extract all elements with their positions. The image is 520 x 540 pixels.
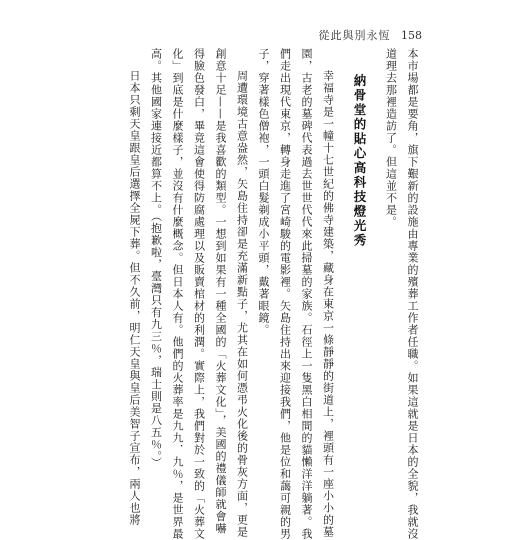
text-line: 幸福寺是一幢十七世紀的佛寺建築，藏身在東京一條靜靜的街道上，裡頭有一座小小的墓 [321, 70, 335, 538]
section-heading: 納骨堂的貼心高科技燈光秀 [352, 74, 367, 248]
running-head [319, 27, 423, 43]
book-title: 從此與別永恆 [318, 29, 391, 42]
text-line: 園，古老的墓碑代表過去世世代代來此掃墓的家族。石徑上一隻黑白相間的貓懶洋洋躺著。我 [300, 48, 313, 540]
text-line: 創意十足——是我喜歡的類型。一想到如果有一種全國的「火葬文化」，美國的禮儀師就會嚇 [214, 48, 227, 535]
text-line: 得臉色發白，畢竟這會使得防腐處理以及販賣棺材的利潤。實際上，我們對於一致的「火葬文 [192, 48, 206, 540]
text-line: 周遭環境古意盎然，矢島住持卻是充滿新點子，尤其在如何憑弔火化後的骨灰方面，更是 [235, 70, 249, 538]
text-line: 們走出現代東京，轉身走進了宮崎駿的電影裡。矢島住持出來迎接我們，他是位和藹可親的男 [278, 48, 292, 540]
text-line: 化」到底是什麼樣子，並沒有什麼概念。但日本人有。他們的火葬率是九九．九％，是世界最 [171, 48, 184, 540]
page-number: 158 [401, 29, 422, 42]
text-line: 日本只剩天皇跟皇后選擇全屍下葬。但不久前，明仁天皇與皇后美智子宣布，兩人也將 [128, 70, 141, 526]
text-line: 子，穿著樣色僧袍，一頭白髮剃成小平頭，戴著眼鏡。 [257, 48, 270, 336]
text-line: 本市場都是要角，旗下艱新的設施由專業的殯葬工作者任職。如果這就是日本的全貌，我就沒 [406, 48, 419, 540]
body-text [124, 48, 424, 540]
text-line: 高。其他國家連接近都算不上。（抱歉啦，臺灣只有九三％，瑞士則是八五％。） [149, 48, 163, 469]
text-line: 道理去那裡造訪了。但這並不是。 [384, 48, 398, 228]
